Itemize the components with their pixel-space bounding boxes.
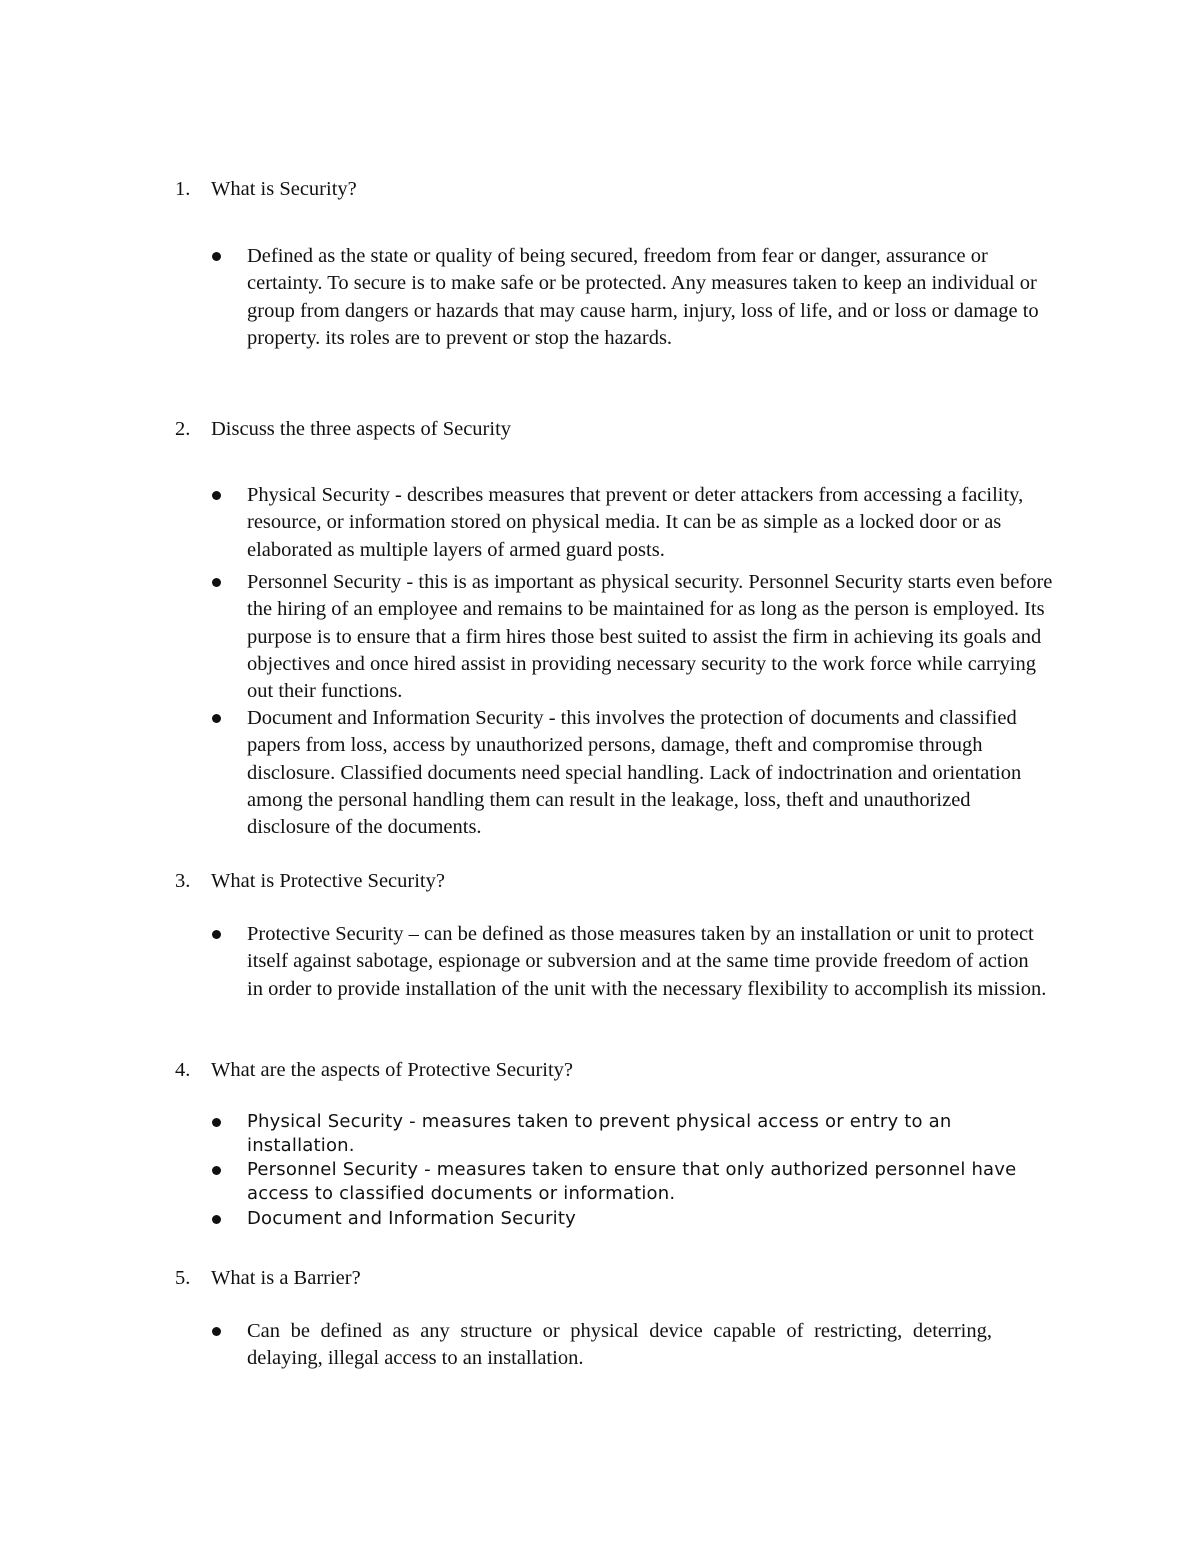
question-text: What is Protective Security? [211,870,445,892]
bullet-icon [212,252,221,261]
bullet-icon [212,1118,221,1127]
bullet-icon [212,578,221,587]
answer-text: Physical Security - describes measures that prevent or deter attackers from accessing a facility, resource, or information stored on physical media. It can be as simple as a locked door or as elaborated as multiple layers of armed guard posts. [247,484,1024,561]
bullet-icon [212,1215,221,1224]
bullet-icon [212,714,221,723]
answer-text: Physical Security - measures taken to prevent physical access or entry to an installation. [247,1111,952,1157]
question-number: 1. [175,178,191,200]
question-text: What are the aspects of Protective Security? [211,1059,574,1081]
answer-text: Document and Information Security [247,1208,576,1229]
answer-text: Can be defined as any structure or physical device capable of restricting, deterring, delaying, illegal access to an installation. [247,1320,992,1370]
question-number: 3. [175,870,191,892]
answer-text: Personnel Security - measures taken to ensure that only authorized personnel have access to classified documents or information. [247,1159,1017,1205]
bullet-icon [212,930,221,939]
answer-text: Personnel Security - this is as important as physical security. Personnel Security starts even before the hiring of an employee and remains to be maintained for as long as the person is employed. Its purpose is to ensure that a firm hires those best suited to assist the firm in achieving its goals and objectives and once hired assist in providing necessary security to the work force while carrying out their functions. [247,571,1053,703]
question-text: Discuss the three aspects of Security [211,418,512,440]
question-text: What is Security? [211,178,357,200]
bullet-icon [212,491,221,500]
answer-text: Document and Information Security - this involves the protection of documents and classified papers from loss, access by unauthorized persons, damage, theft and compromise through disclosure. Classified documents need special handling. Lack of indoctrination and orientation among the personal handling them can result in the leakage, loss, theft and unauthorized disclosure of the documents. [247,707,1022,839]
bullet-icon [212,1166,221,1175]
question-number: 2. [175,418,191,440]
answer-text: Protective Security – can be defined as those measures taken by an installation or unit to protect itself against sabotage, espionage or subversion and at the same time provide freedom of action in order to provide installation of the unit with the necessary flexibility to accomplish its mission. [247,923,1047,1000]
question-number: 4. [175,1059,191,1081]
question-text: What is a Barrier? [211,1267,361,1289]
question-number: 5. [175,1267,191,1289]
answer-text: Defined as the state or quality of being secured, freedom from fear or danger, assurance or certainty. To secure is to make safe or be protected. Any measures taken to keep an individual or group from dangers or hazards that may cause harm, injury, loss of life, and or loss or damage to property. its roles are to prevent or stop the hazards. [247,245,1039,349]
bullet-icon [212,1327,221,1336]
